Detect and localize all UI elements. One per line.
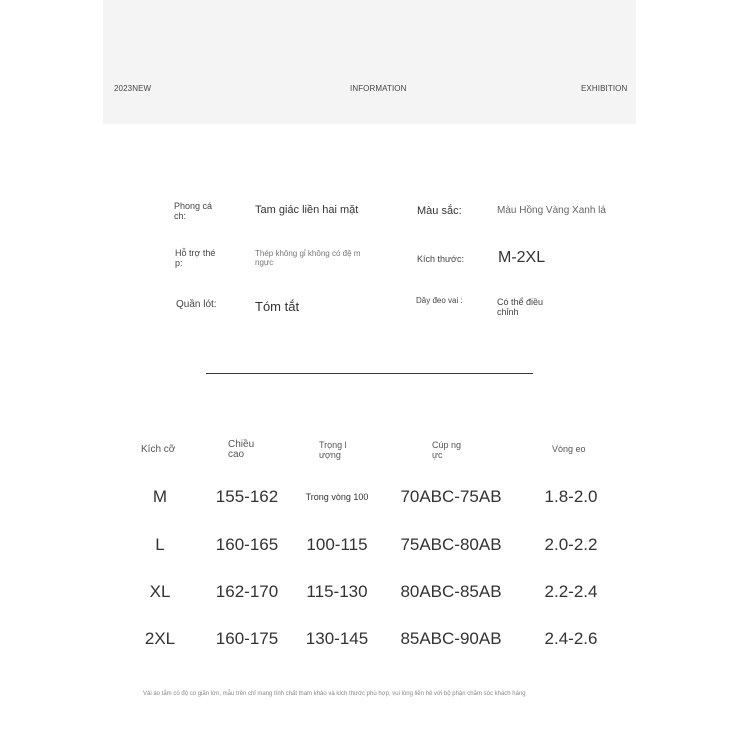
table-cell: Trong vòng 100 [305,492,369,502]
table-cell: 160-165 [215,535,279,554]
size-value: M-2XL [498,249,546,266]
table-cell: XL [149,582,171,601]
support-value: Thép không gỉ không có đệ m ngực [255,249,361,267]
underwear-label: Quần lót: [176,299,217,310]
col-header-size: Kích cỡ [141,444,176,455]
col-header-cup: Cúp ng ực [432,440,462,460]
table-cell: 2XL [144,629,176,648]
table-cell: 75ABC-80AB [400,535,502,554]
size-label: Kích thước: [417,254,464,264]
table-cell: 1.8-2.0 [544,487,598,506]
divider [206,373,533,374]
style-value: Tam giác liền hai mặt [255,204,359,216]
table-cell: 85ABC-90AB [400,629,502,648]
color-label: Màu sắc: [417,205,462,217]
table-cell: 80ABC-85AB [400,582,502,601]
header-band [103,0,636,124]
col-header-weight: Trọng l ượng [319,440,347,460]
table-cell: M [152,487,168,506]
underwear-value: Tóm tắt [255,299,300,314]
table-cell: 160-175 [215,629,279,648]
table-cell: 155-162 [215,487,279,506]
header-left: 2023NEW [114,84,152,93]
col-header-height: Chiều cao [228,439,255,460]
style-label: Phong cá ch: [174,201,213,221]
color-value: Màu Hồng Vàng Xanh lá [497,205,606,216]
table-cell: 130-145 [305,629,369,648]
header-center: INFORMATION [350,84,407,93]
table-cell: L [155,535,165,554]
support-label: Hỗ trợ thé p: [175,248,216,268]
table-cell: 70ABC-75AB [400,487,502,506]
table-cell: 2.4-2.6 [544,629,598,648]
table-cell: 2.0-2.2 [544,535,598,554]
table-cell: 2.2-2.4 [544,582,598,601]
footnote: Vải áo tắm có độ co giãn lớn, mẫu trên chỉ mang tính chất tham khảo và kích thước phù hợp, vui lòng liên hệ với bộ phận chăm sóc khách hàng [143,691,526,697]
table-cell: 115-130 [306,582,368,601]
strap-value: Có thể điều chỉnh [497,297,544,317]
header-right: EXHIBITION [581,84,628,93]
table-cell: 162-170 [215,582,279,601]
col-header-waist: Vòng eo [552,444,586,454]
strap-label: Dây đeo vai : [416,296,463,305]
table-cell: 100-115 [306,535,368,554]
